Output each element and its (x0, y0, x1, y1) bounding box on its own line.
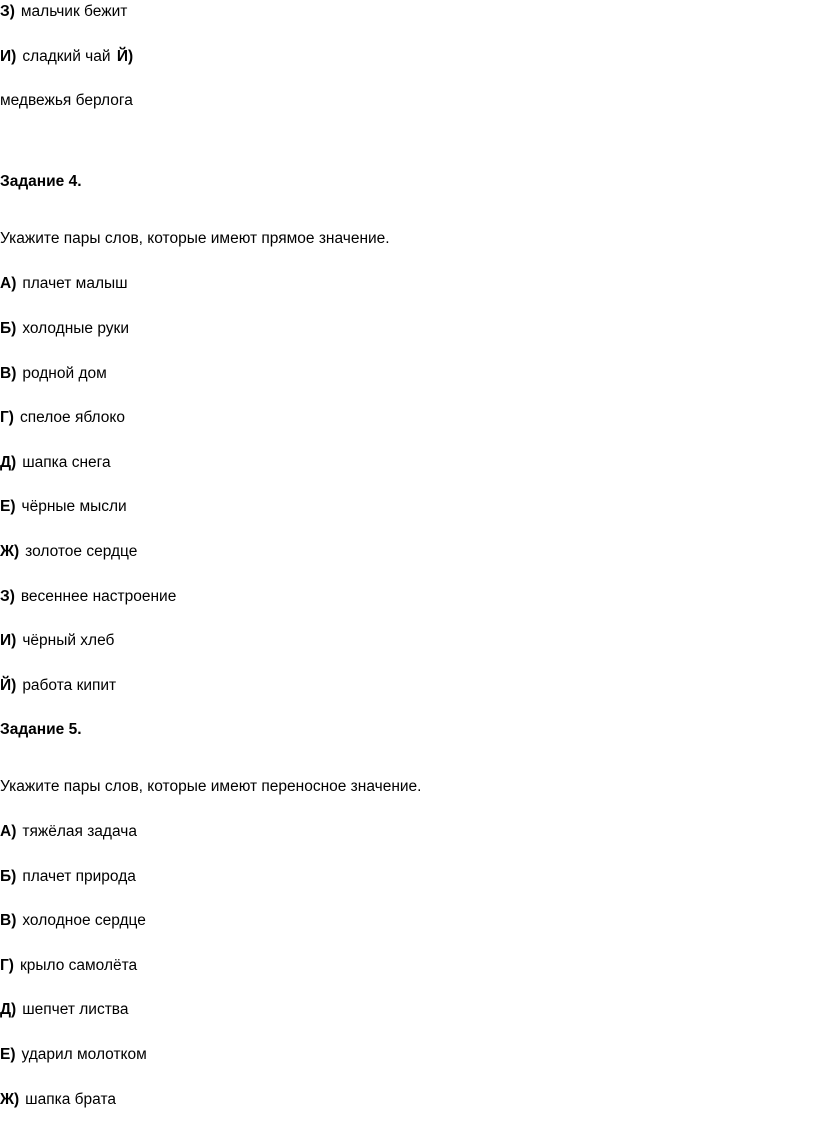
item-text: шапка брата (25, 1091, 116, 1108)
item-text: холодные руки (22, 320, 129, 337)
list-item (0, 676, 116, 696)
list-item (0, 867, 136, 887)
item-text: чёрный хлеб (22, 632, 115, 649)
item-text: спелое яблоко (19, 409, 125, 426)
item-letter: А) (0, 275, 17, 292)
list-item (0, 47, 139, 67)
task-5-instruction: Укажите пары слов, которые имеют переносное значение. (0, 778, 422, 795)
item-text: золотое сердце (25, 543, 138, 560)
item-text: тяжёлая задача (22, 823, 137, 840)
list-item (0, 497, 127, 517)
item-continuation: медвежья берлога (0, 92, 133, 109)
item-letter: Й) (0, 677, 17, 694)
list-item (0, 911, 146, 931)
task-4-title: Задание 4. (0, 173, 82, 190)
item-text: родной дом (22, 365, 107, 382)
task-4-instruction: Укажите пары слов, которые имеют прямое значение. (0, 230, 390, 247)
item-letter: Е) (0, 498, 16, 515)
item-letter: Б) (0, 868, 17, 885)
list-item (0, 542, 137, 562)
item-letter: З) (0, 588, 15, 605)
item-text: плачет природа (22, 868, 136, 885)
item-text: весеннее настроение (20, 588, 177, 605)
item-text: ударил молотком (21, 1046, 147, 1063)
list-item (0, 1090, 116, 1110)
task-5-title: Задание 5. (0, 721, 82, 738)
item-letter: З) (0, 3, 15, 20)
item-letter: Д) (0, 454, 17, 471)
list-item (0, 587, 176, 607)
item-letter: И) (0, 632, 17, 649)
item-letter: И) (0, 48, 17, 65)
list-item (0, 408, 125, 428)
list-item (0, 956, 137, 976)
item-text: шапка снега (22, 454, 111, 471)
item-letter: Д) (0, 1001, 17, 1018)
item-text: крыло самолёта (19, 957, 138, 974)
item-letter: Ж) (0, 543, 20, 560)
item-text: плачет малыш (22, 275, 128, 292)
item-letter: Г) (0, 957, 14, 974)
item-letter: А) (0, 823, 17, 840)
item-letter: Ж) (0, 1091, 20, 1108)
list-item (0, 364, 107, 384)
list-item (0, 822, 137, 842)
item-text: чёрные мысли (21, 498, 127, 515)
list-item (0, 2, 127, 22)
item-text: холодное сердце (22, 912, 146, 929)
item-letter: В) (0, 365, 17, 382)
item-letter: Б) (0, 320, 17, 337)
list-item (0, 453, 111, 473)
item-text: шепчет листва (22, 1001, 129, 1018)
item-letter: В) (0, 912, 17, 929)
list-item (0, 274, 128, 294)
item-letter: Е) (0, 1046, 16, 1063)
item-text: работа кипит (22, 677, 117, 694)
list-item (0, 1000, 129, 1020)
list-item (0, 319, 129, 339)
list-item (0, 1045, 147, 1065)
item-letter: Г) (0, 409, 14, 426)
item-text: мальчик бежит (20, 3, 128, 20)
list-item (0, 631, 114, 651)
item-letter: Й) (116, 48, 134, 65)
item-text: сладкий чай (22, 48, 111, 65)
